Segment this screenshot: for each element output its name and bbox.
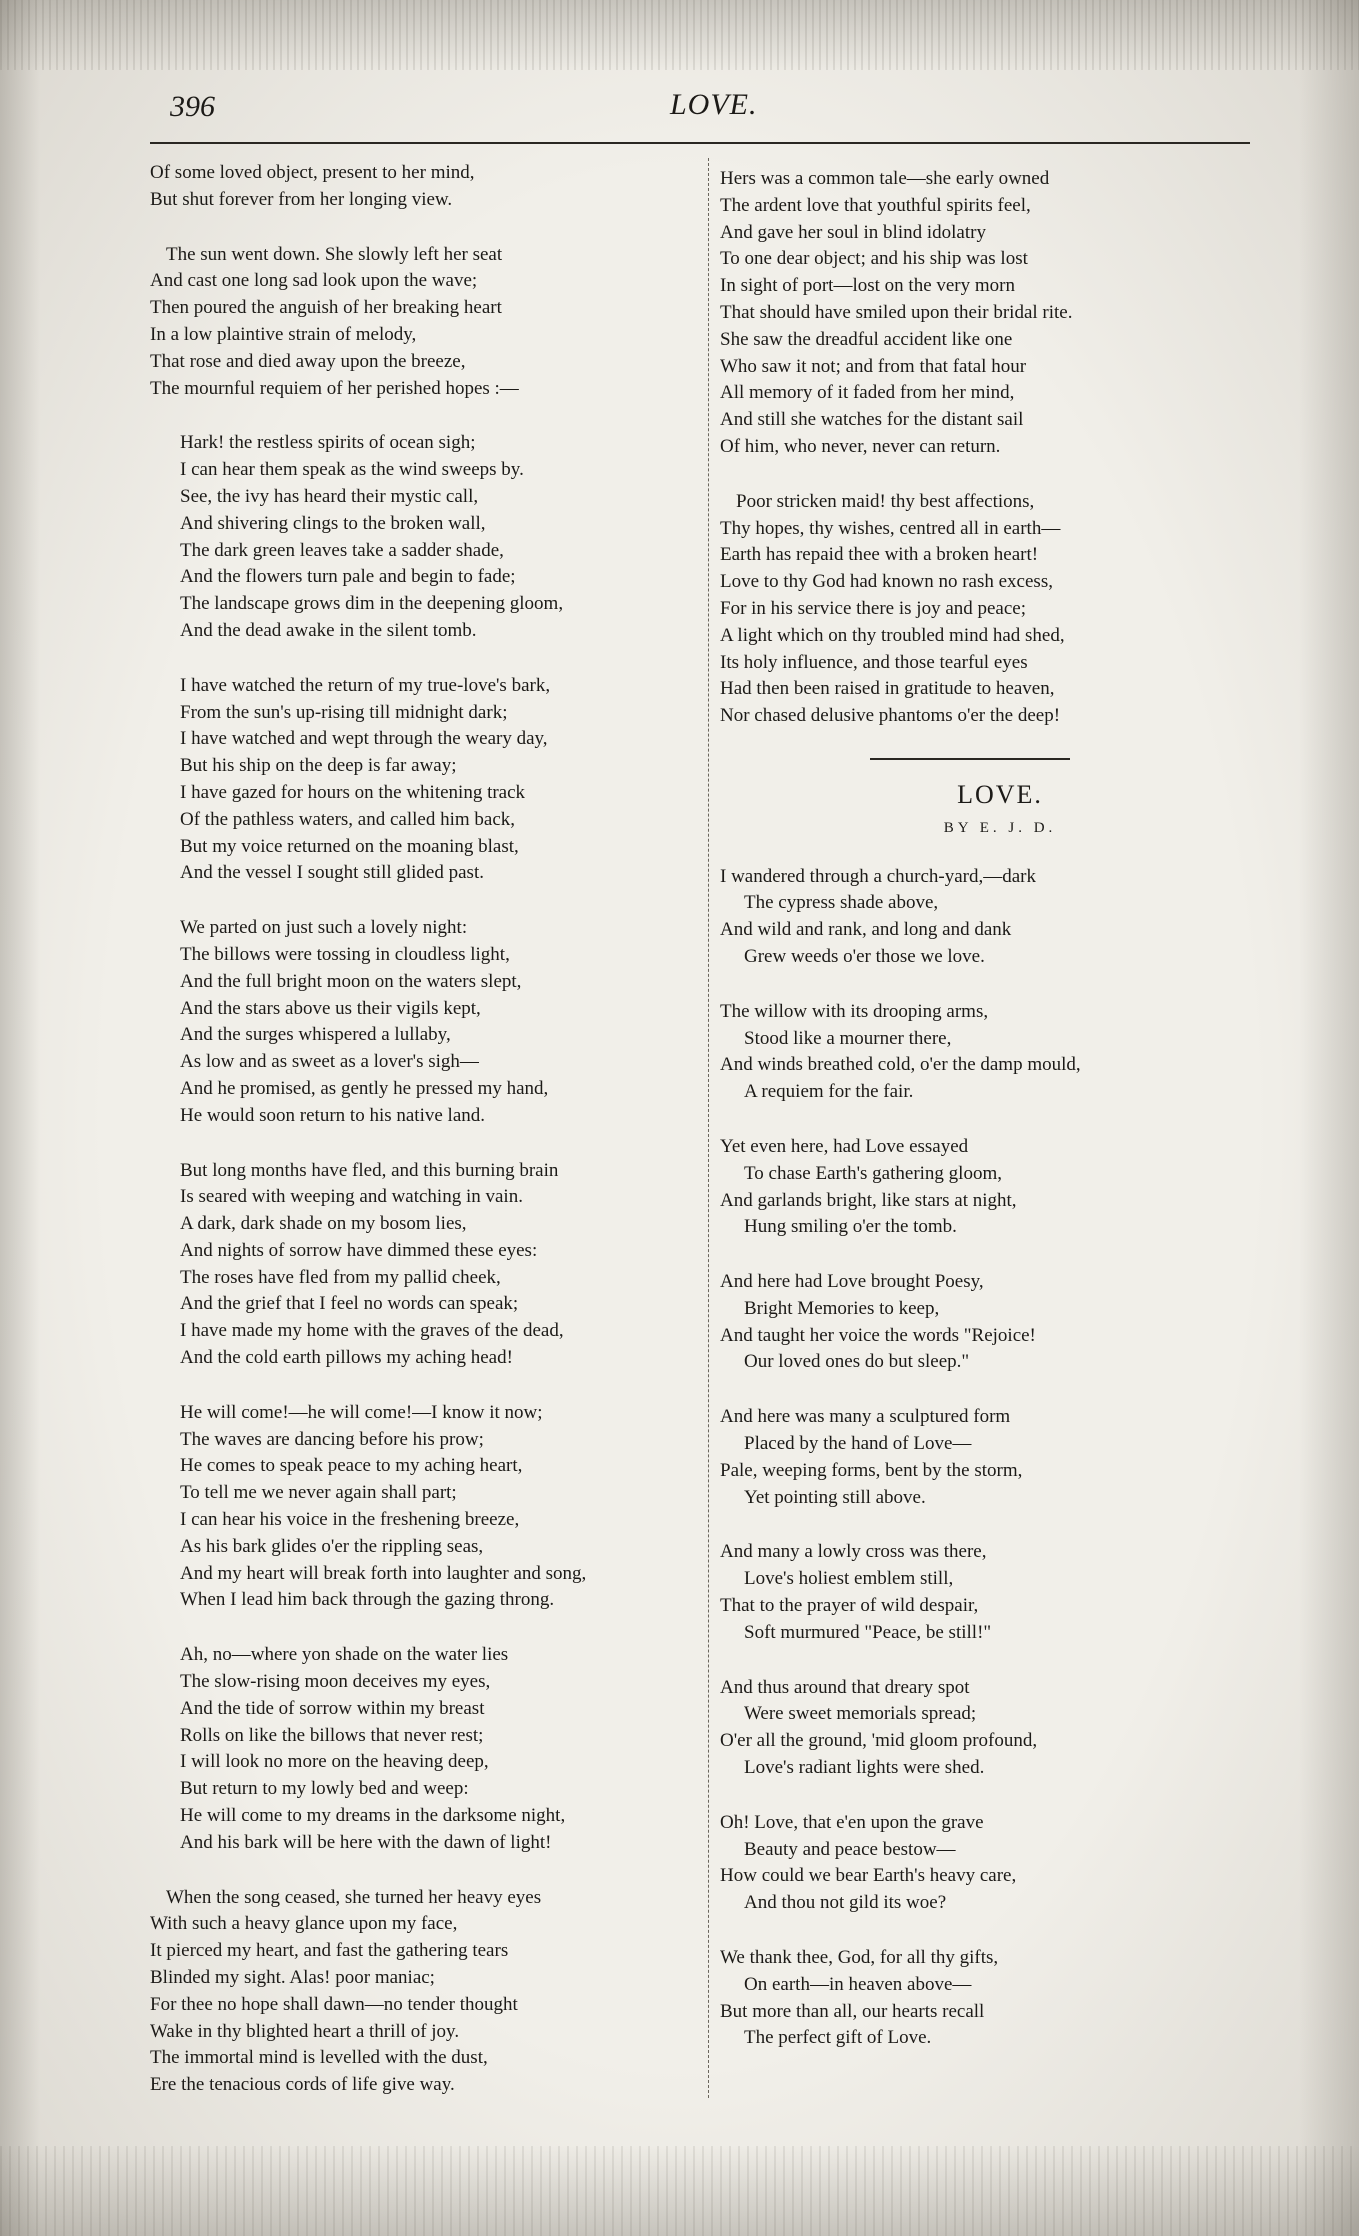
text-line: Hers was a common tale—she early owned <box>720 168 1050 189</box>
text-line: He would soon return to his native land. <box>180 1104 486 1126</box>
text-line: Oh! Love, that e'en upon the grave <box>720 1811 984 1833</box>
text-line: The waves are dancing before his prow; <box>180 1428 484 1450</box>
text-line: Its holy influence, and those tearful eyes <box>720 651 1028 673</box>
text-line: The landscape grows dim in the deepening gloom, <box>180 593 564 615</box>
text-line: He comes to speak peace to my aching heart, <box>180 1455 523 1477</box>
text-line: To tell me we never again shall part; <box>180 1482 457 1504</box>
text-line: Nor chased delusive phantoms o'er the deep! <box>720 705 1061 727</box>
text-line: Poor stricken maid! thy best affections, <box>736 490 1035 512</box>
stanza <box>150 915 695 1129</box>
text-line: The ardent love that youthful spirits feel, <box>720 194 1031 216</box>
text-line: And the tide of sorrow within my breast <box>180 1697 485 1719</box>
poem-byline: BY E. J. D. <box>943 819 1057 836</box>
poem-title: LOVE. <box>957 779 1043 809</box>
stanza <box>720 1675 1280 1782</box>
stanza <box>720 864 1280 971</box>
stanza <box>720 1269 1280 1376</box>
text-line: Placed by the hand of Love— <box>744 1433 972 1455</box>
text-line: Stood like a mourner there, <box>744 1027 952 1049</box>
page-header <box>160 88 1250 132</box>
text-line: Love's holiest emblem still, <box>744 1568 954 1590</box>
text-line: Yet pointing still above. <box>744 1486 926 1508</box>
header-rule <box>150 142 1250 144</box>
text-line: And thou not gild its woe? <box>744 1892 947 1914</box>
text-line: And winds breathed cold, o'er the damp mould, <box>720 1054 1081 1076</box>
text-line: But more than all, our hearts recall <box>720 2000 985 2022</box>
stanza <box>150 1158 695 1372</box>
stanza <box>720 999 1280 1106</box>
text-line: That rose and died away upon the breeze, <box>150 350 466 372</box>
text-line: Thy hopes, thy wishes, centred all in earth— <box>720 517 1061 539</box>
text-line: I wandered through a church-yard,—dark <box>720 865 1037 887</box>
text-line: Hung smiling o'er the tomb. <box>744 1216 957 1238</box>
text-line: As low and as sweet as a lover's sigh— <box>180 1051 479 1073</box>
text-line: And the grief that I feel no words can speak; <box>180 1293 519 1315</box>
text-line: And here was many a sculptured form <box>720 1406 1011 1428</box>
text-line: And the stars above us their vigils kept, <box>180 997 481 1019</box>
text-line: When I lead him back through the gazing throng. <box>180 1589 555 1611</box>
text-line: And cast one long sad look upon the wave; <box>150 270 478 292</box>
page-edge-left <box>0 0 40 2236</box>
text-line: Of the pathless waters, and called him back, <box>180 808 516 830</box>
running-head: LOVE. <box>670 88 758 121</box>
stanza <box>720 1539 1280 1646</box>
column-divider <box>708 158 709 2098</box>
text-line: Beauty and peace bestow— <box>744 1838 956 1860</box>
right-column <box>720 166 1280 2080</box>
text-line: I can hear his voice in the freshening breeze, <box>180 1509 520 1531</box>
text-line: But my voice returned on the moaning blast, <box>180 835 519 857</box>
text-line: And here had Love brought Poesy, <box>720 1271 984 1293</box>
text-line: We parted on just such a lovely night: <box>180 917 468 939</box>
text-line: Of him, who never, never can return. <box>720 435 1001 457</box>
text-line: As his bark glides o'er the rippling seas, <box>180 1535 484 1557</box>
stanza <box>720 1404 1280 1511</box>
text-line: See, the ivy has heard their mystic call, <box>180 485 479 507</box>
text-line: I have gazed for hours on the whitening track <box>180 781 526 803</box>
text-line: To one dear object; and his ship was lost <box>720 248 1028 270</box>
text-line: She saw the dreadful accident like one <box>720 328 1013 350</box>
text-line: In sight of port—lost on the very morn <box>720 275 1015 297</box>
stanza <box>150 1885 695 2099</box>
text-line: The billows were tossing in cloudless light, <box>180 943 510 965</box>
text-line: When the song ceased, she turned her heavy eyes <box>166 1886 542 1908</box>
text-line: The cypress shade above, <box>744 892 939 914</box>
stanza <box>150 242 695 403</box>
text-line: And his bark will be here with the dawn of light! <box>180 1831 552 1853</box>
text-line: And garlands bright, like stars at night, <box>720 1189 1017 1211</box>
text-line: From the sun's up-rising till midnight dark; <box>180 701 508 723</box>
text-line: I will look no more on the heaving deep, <box>180 1751 489 1773</box>
text-line: And shivering clings to the broken wall, <box>180 512 486 534</box>
text-line: And the flowers turn pale and begin to fade; <box>180 566 516 588</box>
text-line: The dark green leaves take a sadder shade, <box>180 539 504 561</box>
stanza <box>720 489 1280 730</box>
text-line: And the dead awake in the silent tomb. <box>180 619 477 641</box>
text-line: And taught her voice the words "Rejoice! <box>720 1324 1036 1346</box>
text-line: And the surges whispered a lullaby, <box>180 1024 451 1046</box>
text-line: And wild and rank, and long and dank <box>720 919 1012 941</box>
text-line: He will come!—he will come!—I know it now; <box>180 1401 543 1423</box>
text-line: And many a lowly cross was there, <box>720 1541 987 1563</box>
left-column <box>150 160 695 2127</box>
text-line: But his ship on the deep is far away; <box>180 755 457 777</box>
text-line: The perfect gift of Love. <box>744 2027 932 2049</box>
text-line: Love to thy God had known no rash excess, <box>720 571 1053 593</box>
text-line: I have made my home with the graves of the dead, <box>180 1320 564 1342</box>
text-line: Love's radiant lights were shed. <box>744 1757 985 1779</box>
section-rule <box>870 758 1070 760</box>
text-line: And thus around that dreary spot <box>720 1676 970 1698</box>
text-line: And he promised, as gently he pressed my hand, <box>180 1077 549 1099</box>
text-line: That to the prayer of wild despair, <box>720 1595 979 1617</box>
text-line: Earth has repaid thee with a broken heart! <box>720 544 1039 566</box>
text-line: Of some loved object, present to her mind, <box>150 162 475 183</box>
text-line: Pale, weeping forms, bent by the storm, <box>720 1459 1023 1481</box>
text-line: The sun went down. She slowly left her seat <box>166 243 503 265</box>
stanza <box>150 673 695 887</box>
stanza <box>720 166 1280 461</box>
page-edge-right <box>1299 0 1359 2236</box>
page-number: 396 <box>170 90 215 123</box>
text-line: Then poured the anguish of her breaking heart <box>150 297 502 319</box>
text-line: The immortal mind is levelled with the dust, <box>150 2047 488 2069</box>
text-line: The mournful requiem of her perished hopes :— <box>150 377 519 399</box>
text-line: Grew weeds o'er those we love. <box>744 945 985 967</box>
text-line: I have watched and wept through the weary day, <box>180 728 548 750</box>
text-line: A light which on thy troubled mind had shed, <box>720 624 1065 646</box>
text-line: But long months have fled, and this burning brain <box>180 1159 559 1181</box>
text-line: For in his service there is joy and peace; <box>720 597 1027 619</box>
text-line: O'er all the ground, 'mid gloom profound, <box>720 1730 1038 1752</box>
text-line: And the cold earth pillows my aching head! <box>180 1347 513 1369</box>
text-line: And the vessel I sought still glided past. <box>180 862 484 884</box>
text-line: We thank thee, God, for all thy gifts, <box>720 1947 999 1969</box>
stanza <box>150 1642 695 1856</box>
text-line: Were sweet memorials spread; <box>744 1703 977 1725</box>
text-line: Wake in thy blighted heart a thrill of joy. <box>150 2020 460 2042</box>
text-line: On earth—in heaven above— <box>744 1973 972 1995</box>
right-column-prose <box>720 166 1280 730</box>
text-line: Ah, no—where yon shade on the water lies <box>180 1644 509 1666</box>
text-line: Who saw it not; and from that fatal hour <box>720 355 1027 377</box>
poem-body <box>720 864 1280 2053</box>
stanza <box>150 160 695 214</box>
stanza <box>720 1134 1280 1241</box>
text-line: Our loved ones do but sleep." <box>744 1351 970 1373</box>
text-line: And gave her soul in blind idolatry <box>720 221 986 243</box>
text-line: The slow-rising moon deceives my eyes, <box>180 1671 491 1693</box>
text-line: But return to my lowly bed and weep: <box>180 1778 469 1800</box>
text-line: A requiem for the fair. <box>744 1081 914 1103</box>
text-line: All memory of it faded from her mind, <box>720 382 1015 404</box>
text-line: Yet even here, had Love essayed <box>720 1135 969 1157</box>
page-edge-top <box>0 0 1359 70</box>
text-line: The willow with its drooping arms, <box>720 1000 989 1022</box>
text-line: Rolls on like the billows that never rest; <box>180 1724 484 1746</box>
text-line: I have watched the return of my true-love's bark, <box>180 674 551 696</box>
text-line: Had then been raised in gratitude to heaven, <box>720 678 1055 700</box>
text-line: For thee no hope shall dawn—no tender thought <box>150 1993 518 2015</box>
text-line: And nights of sorrow have dimmed these eyes: <box>180 1239 538 1261</box>
text-line: But shut forever from her longing view. <box>150 188 453 210</box>
text-line: A dark, dark shade on my bosom lies, <box>180 1213 467 1235</box>
stanza <box>150 430 695 644</box>
text-line: And the full bright moon on the waters slept, <box>180 970 522 992</box>
text-line: That should have smiled upon their bridal rite. <box>720 301 1073 323</box>
stanza <box>720 1945 1280 2052</box>
text-line: Ere the tenacious cords of life give way. <box>150 2074 455 2096</box>
stanza <box>150 1400 695 1614</box>
text-line: In a low plaintive strain of melody, <box>150 323 417 345</box>
stanza <box>720 1810 1280 1917</box>
text-line: To chase Earth's gathering gloom, <box>744 1162 1002 1184</box>
text-line: Soft murmured "Peace, be still!" <box>744 1621 992 1643</box>
text-line: The roses have fled from my pallid cheek, <box>180 1266 501 1288</box>
text-line: And my heart will break forth into laughter and song, <box>180 1562 587 1584</box>
text-line: He will come to my dreams in the darksome night, <box>180 1805 566 1827</box>
page-edge-bottom <box>0 2146 1359 2236</box>
text-line: And still she watches for the distant sail <box>720 409 1024 431</box>
text-line: It pierced my heart, and fast the gathering tears <box>150 1940 509 1962</box>
text-line: Bright Memories to keep, <box>744 1297 940 1319</box>
text-line: Blinded my sight. Alas! poor maniac; <box>150 1967 435 1989</box>
text-line: With such a heavy glance upon my face, <box>150 1913 458 1935</box>
text-line: Is seared with weeping and watching in vain. <box>180 1186 523 1208</box>
text-line: How could we bear Earth's heavy care, <box>720 1865 1017 1887</box>
text-line: I can hear them speak as the wind sweeps by. <box>180 459 524 481</box>
text-line: Hark! the restless spirits of ocean sigh; <box>180 432 476 454</box>
